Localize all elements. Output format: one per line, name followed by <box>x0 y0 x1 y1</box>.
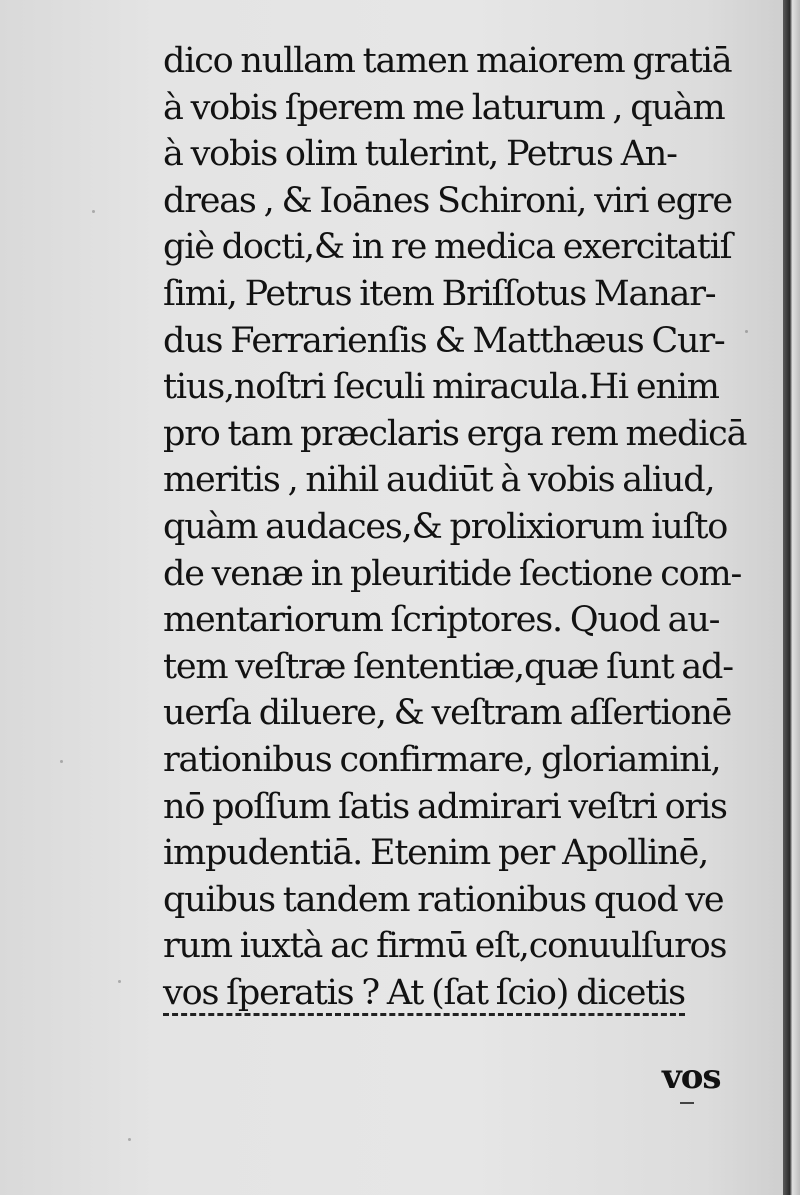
text-line: dreas , & Ioānes Schironi, viri egre <box>163 180 732 221</box>
text-line: giè docti,& in re medica exercitatiſ <box>163 227 732 268</box>
text-line: uerſa diluere, & veſtram aſſertionē <box>163 693 732 734</box>
book-gutter-edge <box>783 0 800 1195</box>
text-line: dico nullam tamen maiorem gratiā <box>163 41 732 81</box>
text-line: mentariorum ſcriptores. Quod au- <box>163 600 720 641</box>
catchword: vos <box>662 1057 721 1097</box>
text-line: tius,noſtri ſeculi miracula.Hi enim <box>163 367 719 408</box>
text-line: de venæ in pleuritide ſectione com- <box>163 553 742 594</box>
text-line: meritis , nihil audiūt à vobis aliud, <box>163 460 715 501</box>
text-line: tem veſtræ ſententiæ,quæ ſunt ad- <box>163 646 733 687</box>
paper-speck <box>745 330 748 333</box>
paper-speck <box>118 980 121 983</box>
text-line-last <box>163 970 723 1017</box>
text-line: impudentiā. Etenim per Apollinē, <box>163 833 709 874</box>
paper-speck <box>128 1138 131 1141</box>
text-line: rum iuxtà ac firmū eſt,conuulſuros <box>163 926 727 967</box>
bleed-through-margin-note <box>52 488 147 600</box>
text-line: ſimi, Petrus item Briſſotus Manar- <box>163 273 716 314</box>
text-line: quàm audaces,& prolixiorum iuſto <box>163 506 728 547</box>
text-line: dus Ferrarienſis & Matthæus Cur- <box>163 320 725 361</box>
text-line: quibus tandem rationibus quod ve <box>163 879 724 920</box>
body-text <box>163 38 747 1016</box>
catchword-mark <box>680 1102 694 1104</box>
text-line: nō poſſum ſatis admirari veſtri oris <box>163 786 727 827</box>
text-line: à vobis olim tulerint, Petrus An- <box>163 134 677 175</box>
paper-speck <box>60 760 63 763</box>
text-line: pro tam præclaris erga rem medicā <box>163 413 747 454</box>
paper-speck <box>92 210 95 213</box>
text-line: à vobis ſperem me laturum , quàm <box>163 87 725 128</box>
text-line: rationibus confirmare, gloriamini, <box>163 739 721 780</box>
text-line-last-content: vos ſperatis ? At (ſat ſcio) dicetis <box>163 973 685 1016</box>
